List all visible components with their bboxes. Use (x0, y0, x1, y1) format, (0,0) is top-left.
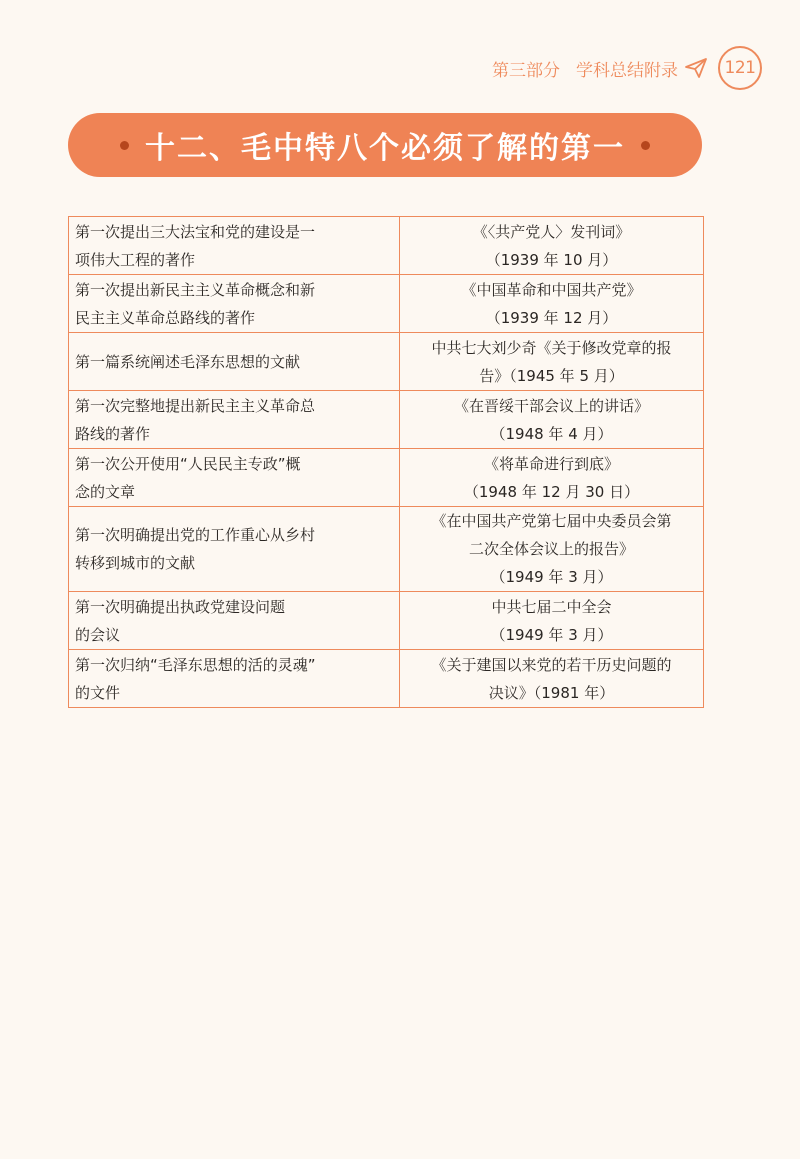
work-cell: 《在中国共产党第七届中央委员会第 二次全体会议上的报告》 （1949 年 3 月） (400, 507, 704, 592)
table-row (69, 333, 704, 391)
event-cell: 第一次归纳“毛泽东思想的活的灵魂” 的文件 (69, 650, 400, 708)
table-row (69, 592, 704, 650)
banner-title: 十二、毛中特八个必须了解的第一 (145, 131, 625, 166)
event-cell: 第一篇系统阐述毛泽东思想的文献 (69, 333, 400, 391)
event-cell: 第一次明确提出执政党建设问题 的会议 (69, 592, 400, 650)
work-cell: 中共七大刘少奇《关于修改党章的报 告》（1945 年 5 月） (400, 333, 704, 391)
event-cell: 第一次提出三大法宝和党的建设是一 项伟大工程的著作 (69, 217, 400, 275)
banner-dot-left (120, 141, 129, 150)
table-row (69, 391, 704, 449)
subsection-label: 学科总结附录 (576, 60, 678, 81)
work-cell: 《关于建国以来党的若干历史问题的 决议》（1981 年） (400, 650, 704, 708)
event-cell: 第一次公开使用“人民民主专政”概 念的文章 (69, 449, 400, 507)
work-cell: 中共七届二中全会 （1949 年 3 月） (400, 592, 704, 650)
table-row (69, 507, 704, 592)
section-banner (68, 113, 702, 177)
paper-plane-icon (684, 56, 708, 80)
table-row (69, 650, 704, 708)
table-row (69, 217, 704, 275)
event-cell: 第一次明确提出党的工作重心从乡村 转移到城市的文献 (69, 507, 400, 592)
event-cell: 第一次完整地提出新民主主义革命总 路线的著作 (69, 391, 400, 449)
work-cell: 《在晋绥干部会议上的讲话》 （1948 年 4 月） (400, 391, 704, 449)
firsts-table (68, 216, 704, 708)
table-row (69, 449, 704, 507)
page-number: 121 (718, 46, 762, 90)
event-cell: 第一次提出新民主主义革命概念和新 民主主义革命总路线的著作 (69, 275, 400, 333)
page-header (492, 46, 762, 90)
work-cell: 《〈共产党人〉发刊词》 （1939 年 10 月） (400, 217, 704, 275)
banner-dot-right (641, 141, 650, 150)
work-cell: 《将革命进行到底》 （1948 年 12 月 30 日） (400, 449, 704, 507)
table-row (69, 275, 704, 333)
work-cell: 《中国革命和中国共产党》 （1939 年 12 月） (400, 275, 704, 333)
section-label: 第三部分 (492, 60, 560, 81)
